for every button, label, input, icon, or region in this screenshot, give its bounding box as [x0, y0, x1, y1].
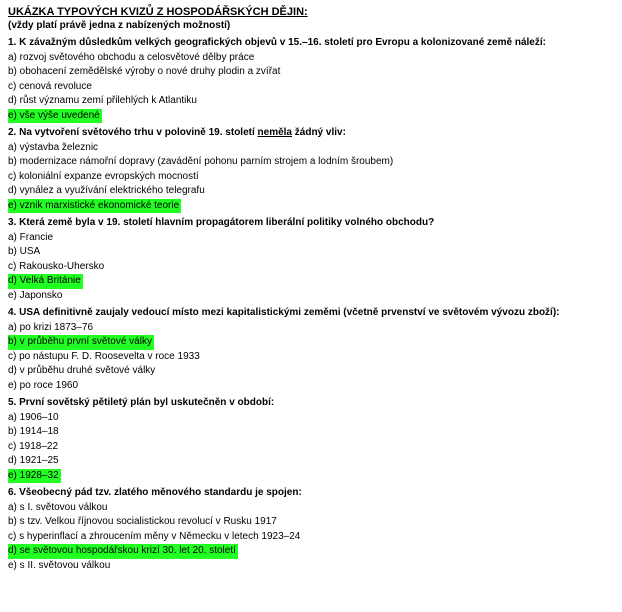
answer-option-c[interactable] [8, 170, 616, 185]
question-text [8, 126, 616, 141]
answer-option-b[interactable] [8, 515, 616, 530]
answer-label: e) s II. světovou válkou [8, 559, 111, 571]
answer-option-d-correct[interactable] [8, 274, 616, 289]
answer-label: c) koloniální expanze evropských mocností [8, 170, 199, 182]
answer-label: e) vše výše uvedené [8, 109, 102, 124]
answer-option-d[interactable] [8, 184, 616, 199]
answer-option-d[interactable] [8, 454, 616, 469]
question-emphasis: neměla [257, 127, 292, 138]
question-text [8, 396, 616, 411]
answer-option-b[interactable] [8, 245, 616, 260]
answer-option-a[interactable] [8, 501, 616, 516]
answer-option-e-correct[interactable] [8, 199, 616, 214]
document-subtitle: (vždy platí právě jedna z nabízených možností) [8, 20, 231, 31]
answer-option-d-correct[interactable] [8, 544, 616, 559]
answer-label: b) 1914–18 [8, 426, 59, 437]
question-number: 6. [8, 487, 17, 498]
question-number: 4. [8, 307, 17, 318]
answer-label: c) 1918–22 [8, 440, 59, 452]
answer-label: a) rozvoj světového obchodu a celosvětové dělby práce [8, 51, 255, 63]
question-number: 3. [8, 217, 17, 228]
document-page [8, 5, 616, 576]
answer-label: b) modernizace námořní dopravy (zavádění pohonu parním strojem a lodním šroubem) [8, 156, 394, 167]
question-body: USA definitivně zaujaly vedoucí místo mezi kapitalistickými zeměmi (včetně prvenství ve světovém vývozu zboží): [19, 307, 560, 318]
question-number: 2. [8, 127, 17, 138]
answer-label: a) výstavba železnic [8, 141, 99, 153]
answer-label: e) 1928–32 [8, 469, 61, 484]
question-body: Všeobecný pád tzv. zlatého měnového standardu je spojen: [19, 487, 302, 498]
question-body: Která země byla v 19. století hlavním propagátorem liberální politiky volného obchodu? [19, 217, 435, 228]
answer-option-c[interactable] [8, 80, 616, 95]
question-body: K závažným důsledkům velkých geografických objevů v 15.–16. století pro Evropu a kolonizované země náleží: [19, 37, 546, 48]
document-title: UKÁZKA TYPOVÝCH KVIZŮ Z HOSPODÁŘSKÝCH DĚJIN: [8, 6, 308, 18]
answer-option-a[interactable] [8, 141, 616, 156]
answer-option-d[interactable] [8, 364, 616, 379]
question-body-end: žádný vliv: [292, 127, 346, 138]
question-3 [8, 216, 616, 303]
answer-label: a) po krizi 1873–76 [8, 321, 94, 333]
question-body: První sovětský pětiletý plán byl uskutečněn v období: [19, 397, 275, 408]
answer-label: d) se světovou hospodářskou krizí 30. let 20. století [8, 544, 238, 559]
question-2 [8, 126, 616, 213]
answer-option-c[interactable] [8, 350, 616, 365]
question-text [8, 486, 616, 501]
question-6 [8, 486, 616, 573]
answer-option-a[interactable] [8, 231, 616, 246]
answer-label: e) Japonsko [8, 289, 63, 301]
answer-label: a) Francie [8, 231, 54, 243]
answer-option-a[interactable] [8, 51, 616, 66]
answer-option-b[interactable] [8, 155, 616, 170]
answer-label: d) Velká Británie [8, 274, 83, 289]
answer-label: a) 1906–10 [8, 411, 59, 423]
answer-label: d) v průběhu druhé světové války [8, 365, 156, 376]
question-body: Na vytvoření světového trhu v polovině 19. století [19, 127, 258, 138]
answer-option-e[interactable] [8, 289, 616, 304]
answer-option-b-correct[interactable] [8, 335, 616, 350]
answer-option-e[interactable] [8, 559, 616, 574]
answer-label: d) vynález a využívání elektrického telegrafu [8, 185, 205, 196]
answer-option-c[interactable] [8, 260, 616, 275]
answer-label: b) s tzv. Velkou říjnovou socialistickou revolucí v Rusku 1917 [8, 516, 277, 527]
answer-label: b) obohacení zemědělské výroby o nové druhy plodin a zvířat [8, 66, 281, 77]
answer-label: c) Rakousko-Uhersko [8, 260, 105, 272]
answer-option-e[interactable] [8, 379, 616, 394]
answer-label: a) s I. světovou válkou [8, 501, 108, 513]
answer-option-c[interactable] [8, 530, 616, 545]
question-number: 5. [8, 397, 17, 408]
answer-label: e) po roce 1960 [8, 379, 79, 391]
answer-label: b) USA [8, 246, 41, 257]
question-4 [8, 306, 616, 393]
answer-label: e) vznik marxistické ekonomické teorie [8, 199, 181, 214]
answer-option-e-correct[interactable] [8, 109, 616, 124]
answer-option-b[interactable] [8, 65, 616, 80]
answer-label: c) s hyperinflací a zhroucením měny v Německu v letech 1923–24 [8, 530, 301, 542]
answer-label: b) v průběhu první světové války [8, 335, 154, 350]
answer-option-b[interactable] [8, 425, 616, 440]
answer-option-e-correct[interactable] [8, 469, 616, 484]
question-1 [8, 36, 616, 123]
answer-option-d[interactable] [8, 94, 616, 109]
question-text [8, 36, 616, 51]
answer-option-c[interactable] [8, 440, 616, 455]
answer-label: c) cenová revoluce [8, 80, 92, 92]
question-text [8, 216, 616, 231]
answer-label: d) růst významu zemí přilehlých k Atlantiku [8, 95, 197, 106]
answer-option-a[interactable] [8, 321, 616, 336]
question-5 [8, 396, 616, 483]
question-text [8, 306, 616, 321]
question-number: 1. [8, 37, 17, 48]
answer-label: d) 1921–25 [8, 455, 59, 466]
answer-option-a[interactable] [8, 411, 616, 426]
answer-label: c) po nástupu F. D. Roosevelta v roce 1933 [8, 350, 200, 362]
